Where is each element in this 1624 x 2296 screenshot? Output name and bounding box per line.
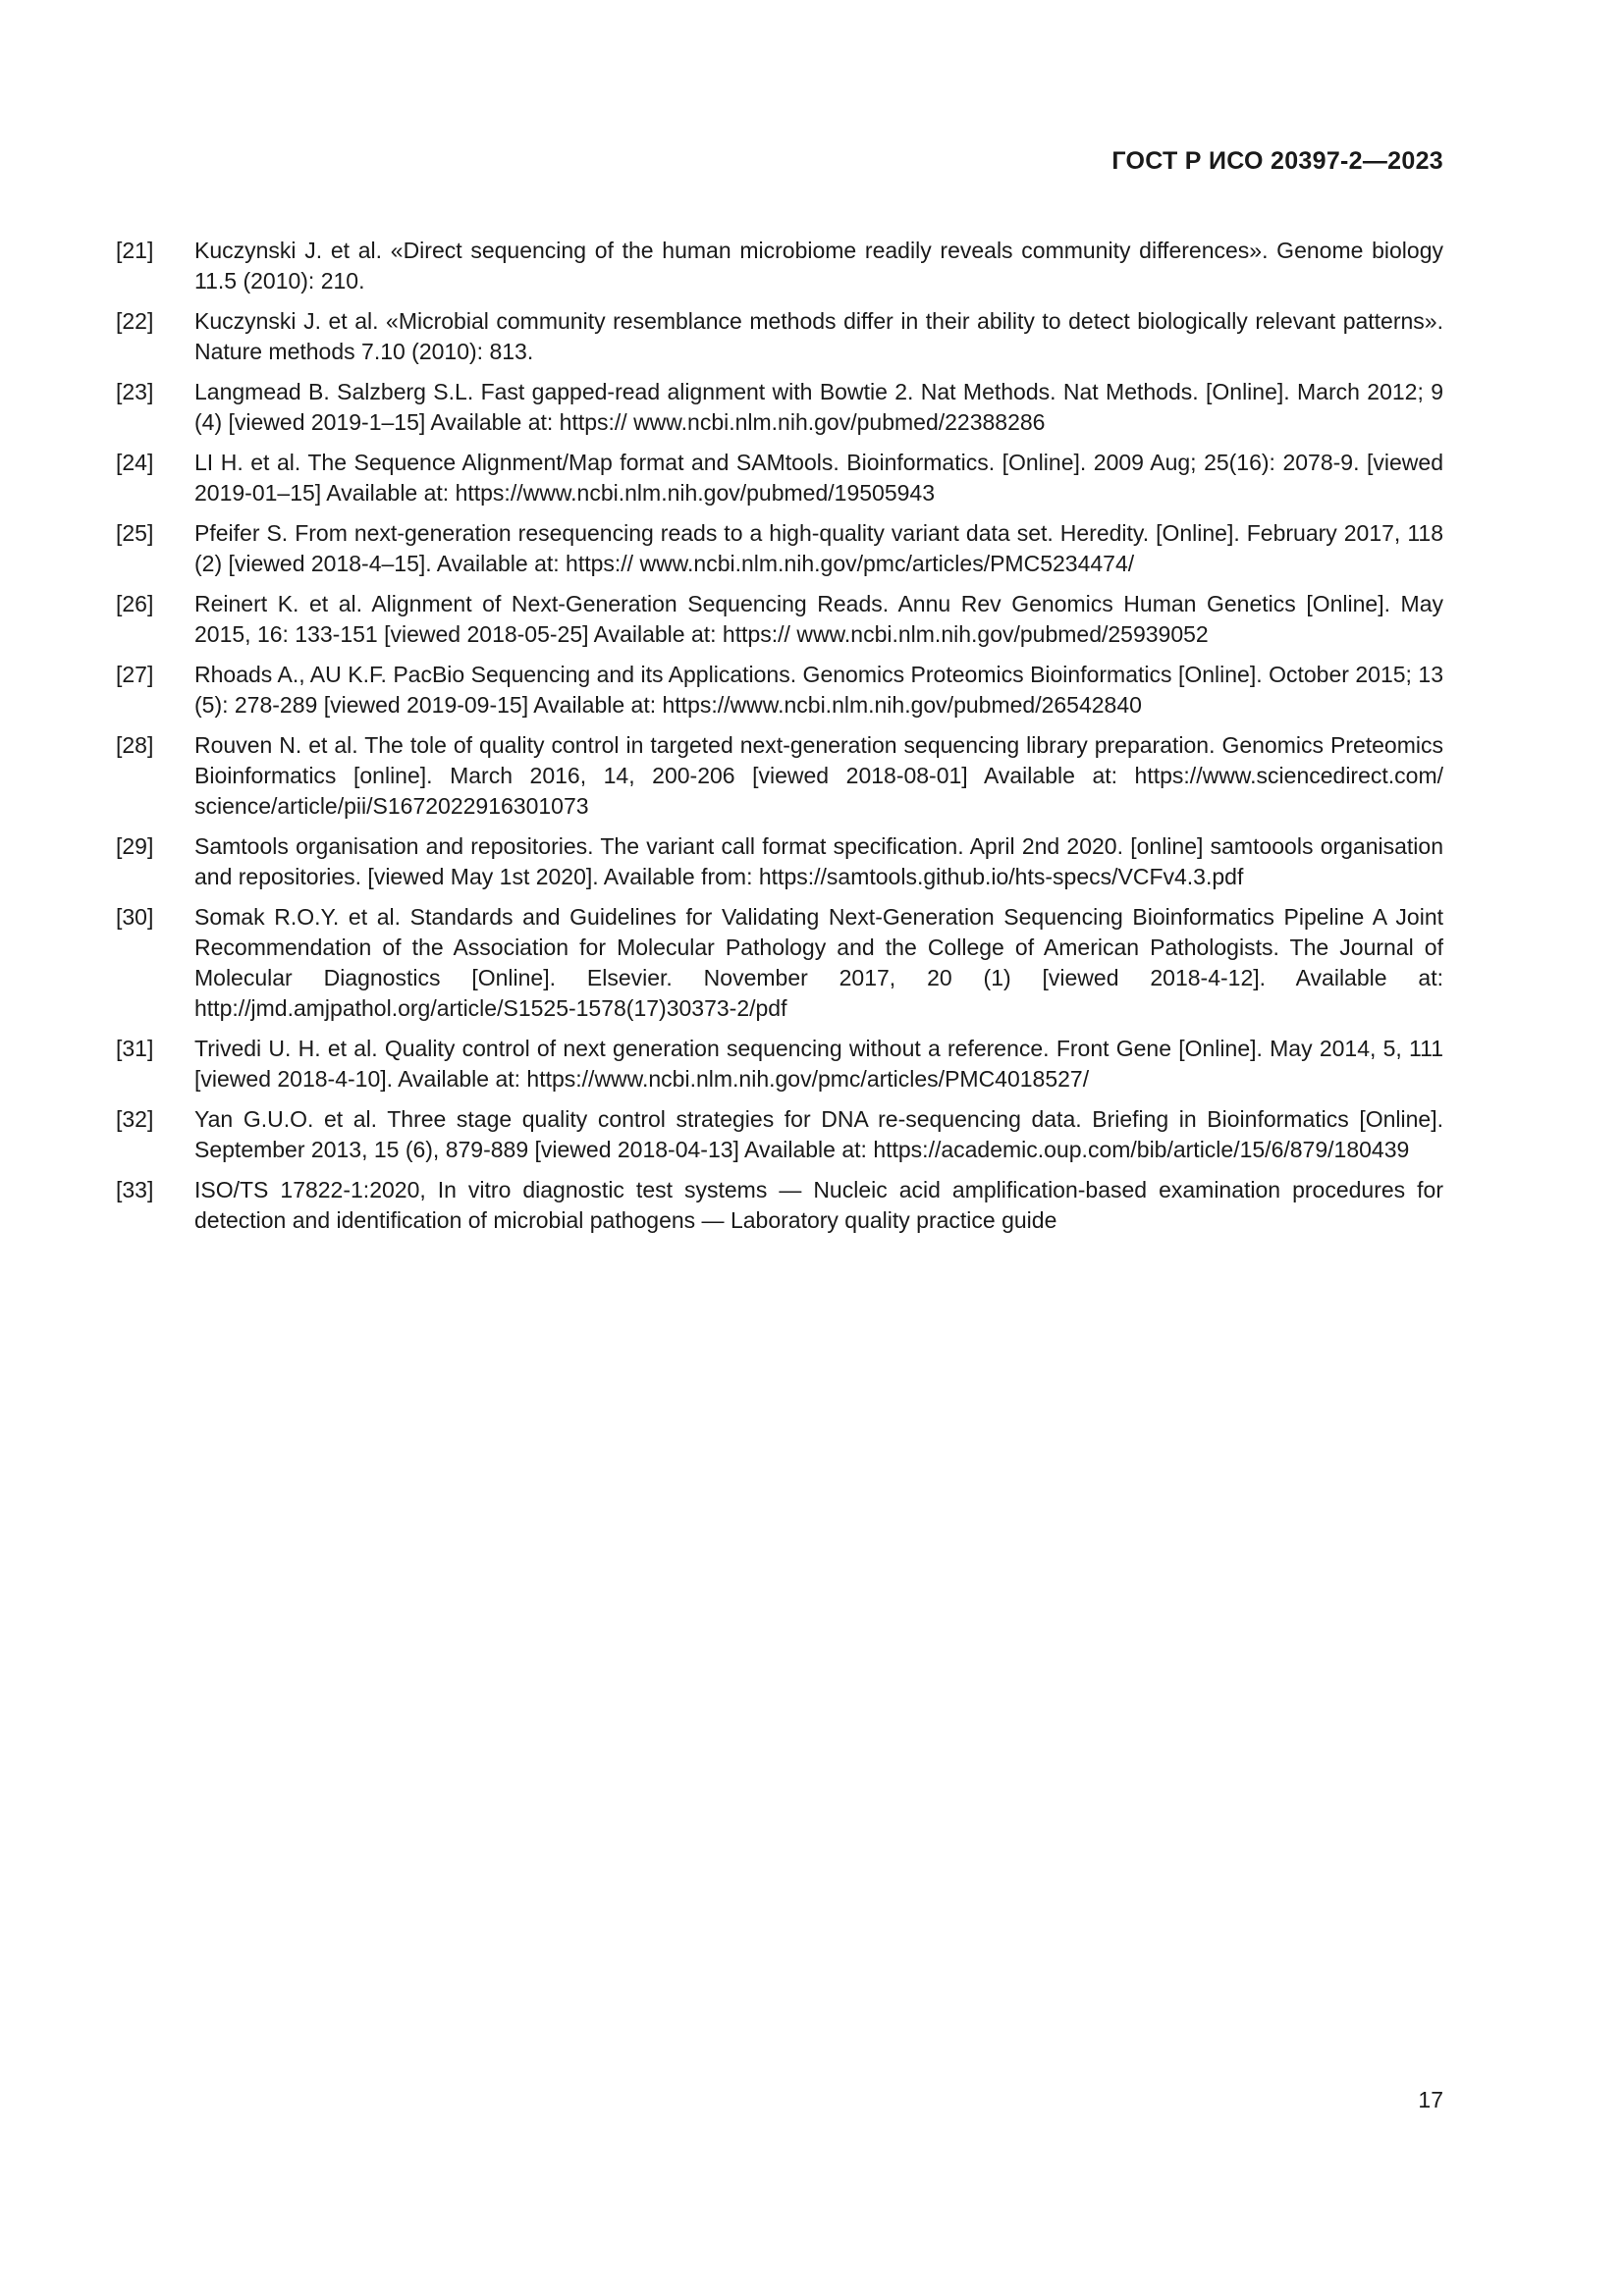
reference-text: Kuczynski J. et al. «Direct sequencing of the human microbiome readily reveals community differences». Genome biology 11.5 (2010): 210. [194,238,1443,294]
reference-item [116,831,1443,892]
reference-text: Yan G.U.O. et al. Three stage quality control strategies for DNA re-sequencing data. Briefing in Bioinformatics [Online]. September 2013, 15 (6), 879-889 [viewed 2018-04-13] Available at: https://academic.oup.com/bib/article/15/6/879/180439 [194,1106,1443,1162]
reference-item [116,1034,1443,1095]
reference-text: Langmead B. Salzberg S.L. Fast gapped-read alignment with Bowtie 2. Nat Methods. Nat Methods. [Online]. March 2012; 9 (4) [viewed 2019-1–15] Available at: https:// www.ncbi.nlm.nih.gov/pubmed/22388286 [194,379,1443,435]
reference-item [116,236,1443,296]
reference-number: [25] [116,520,154,546]
reference-item [116,448,1443,508]
standard-designation: ГОСТ Р ИСО 20397-2—2023 [1111,147,1443,175]
reference-item [116,589,1443,650]
reference-text: LI H. et al. The Sequence Alignment/Map format and SAMtools. Bioinformatics. [Online]. 2009 Aug; 25(16): 2078-9. [viewed 2019-01–15] Available at: https://www.ncbi.nlm.nih.gov/pubmed/19505943 [194,450,1443,506]
page-number: 17 [1418,2087,1443,2112]
reference-text: Rouven N. et al. The tole of quality control in targeted next-generation sequencing library preparation. Genomics Preteomics Bioinformatics [online]. March 2016, 14, 200-206 [viewed 2018-08-01] Available at: https://www.sciencedirect.com/ science/article/pii/S1672022916301073 [194,732,1443,819]
reference-item [116,730,1443,822]
reference-number: [24] [116,450,154,475]
reference-item [116,377,1443,438]
reference-number: [22] [116,308,154,334]
bibliography-list [116,236,1443,1246]
reference-number: [31] [116,1036,154,1061]
reference-text: ISO/TS 17822-1:2020, In vitro diagnostic test systems — Nucleic acid amplification-based examination procedures for detection and identification of microbial pathogens — Laboratory quality practice guide [194,1177,1443,1233]
reference-number: [32] [116,1106,154,1132]
reference-number: [30] [116,904,154,930]
reference-item [116,1104,1443,1165]
reference-number: [23] [116,379,154,404]
reference-text: Trivedi U. H. et al. Quality control of next generation sequencing without a reference. Front Gene [Online]. May 2014, 5, 111 [viewed 2018-4-10]. Available at: https://www.ncbi.nlm.nih.gov/pmc/articles/PMC4018527/ [194,1036,1443,1092]
reference-text: Samtools organisation and repositories. The variant call format specification. April 2nd 2020. [online] samtoools organisation and repositories. [viewed May 1st 2020]. Available from: https://samtools.github.io/hts-specs/VCFv4.3.pdf [194,833,1443,889]
reference-item [116,1175,1443,1236]
reference-text: Somak R.O.Y. et al. Standards and Guidelines for Validating Next-Generation Sequencing Bioinformatics Pipeline A Joint Recommendation of the Association for Molecular Pathology and the College of American Pathologists. The Journal of Molecular Diagnostics [Online]. Elsevier. November 2017, 20 (1) [viewed 2018-4-12]. Available at: http://jmd.amjpathol.org/article/S1525-1578(17)30373-2/pdf [194,904,1443,1021]
reference-number: [28] [116,732,154,758]
reference-item [116,660,1443,721]
reference-text: Rhoads A., AU K.F. PacBio Sequencing and its Applications. Genomics Proteomics Bioinformatics [Online]. October 2015; 13 (5): 278-289 [viewed 2019-09-15] Available at: https://www.ncbi.nlm.nih.gov/pubmed/26542840 [194,662,1443,718]
reference-number: [33] [116,1177,154,1202]
reference-number: [29] [116,833,154,859]
reference-text: Reinert K. et al. Alignment of Next-Generation Sequencing Reads. Annu Rev Genomics Human Genetics [Online]. May 2015, 16: 133-151 [viewed 2018-05-25] Available at: https:// www.ncbi.nlm.nih.gov/pubmed/25939052 [194,591,1443,647]
reference-number: [27] [116,662,154,687]
reference-item [116,306,1443,367]
reference-number: [26] [116,591,154,616]
reference-number: [21] [116,238,154,263]
reference-item [116,518,1443,579]
reference-text: Pfeifer S. From next-generation resequencing reads to a high-quality variant data set. Heredity. [Online]. February 2017, 118 (2) [viewed 2018-4–15]. Available at: https:// www.ncbi.nlm.nih.gov/pmc/articles/PMC5234474/ [194,520,1443,576]
reference-item [116,902,1443,1024]
reference-text: Kuczynski J. et al. «Microbial community resemblance methods differ in their ability to detect biologically relevant patterns». Nature methods 7.10 (2010): 813. [194,308,1443,364]
